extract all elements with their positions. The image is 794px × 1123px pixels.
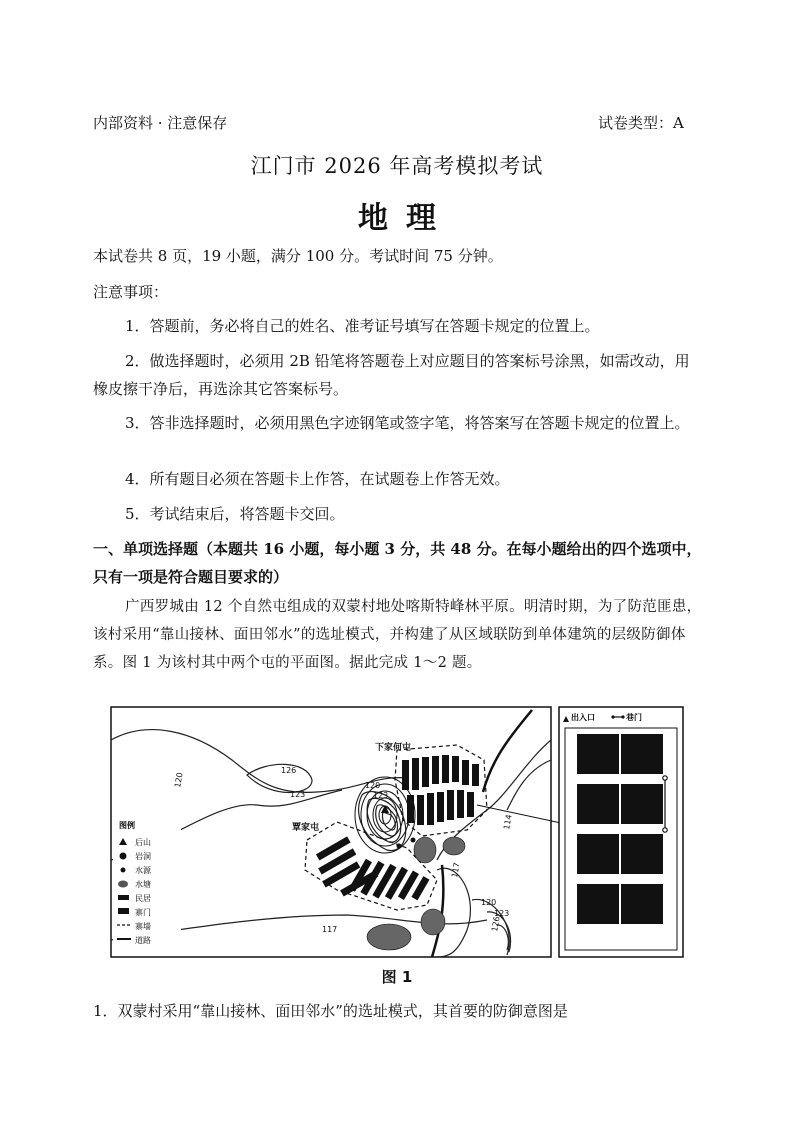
note-item: 2．做选择题时，必须用 2B 铅笔将答题卷上对应题目的答案标号涂黑，如需改动，用橡皮擦干净后，再选涂其它答案标号。 bbox=[93, 352, 690, 398]
legend-label: 寨墙 bbox=[135, 922, 151, 931]
passage-text: 广西罗城由 12 个自然屯组成的双蒙村地处喀斯特峰林平原。明清时期，为了防范匪患，该村采用“靠山接林、面田邻水”的选址模式，并构建了从区域联防到单体建筑的层级防御体系。图 1 为该村其中两个屯的平面图。据此完成 1～2 题。 bbox=[93, 599, 702, 671]
alley-gate-icon bbox=[621, 715, 624, 718]
legend-label: 水塘 bbox=[135, 880, 151, 889]
note-item: 4．所有题目必须在答题卡上作答，在试题卷上作答无效。 bbox=[125, 470, 510, 488]
water-source-legend-icon bbox=[121, 868, 126, 873]
note-item: 5．考试结束后，将答题卡交回。 bbox=[125, 505, 345, 523]
exam-title: 江门市 2026 年高考模拟考试 bbox=[250, 154, 544, 178]
gate-legend-icon bbox=[118, 908, 129, 914]
intro-text: 本试卷共 8 页，19 小题，满分 100 分。考试时间 75 分钟。 bbox=[93, 247, 503, 265]
contour-label: 120 bbox=[481, 898, 497, 907]
inset-alley-label: 巷门 bbox=[626, 713, 642, 722]
legend-label: 道路 bbox=[135, 936, 151, 945]
village-b-label: 覃家屯 bbox=[292, 823, 320, 833]
subject-title: 地理 bbox=[358, 201, 454, 236]
village-plan-map bbox=[107, 700, 687, 962]
house-legend-icon bbox=[118, 895, 129, 900]
legend-title: 图例 bbox=[119, 821, 135, 830]
pond-legend-icon bbox=[118, 881, 128, 888]
cave-legend-icon bbox=[120, 853, 127, 860]
question-1: 1．双蒙村采用“靠山接林、面田邻水”的选址模式，其首要的防御意图是 bbox=[93, 1002, 568, 1020]
notes-heading: 注意事项： bbox=[93, 283, 169, 301]
contour-label: 126 bbox=[281, 766, 297, 775]
contour-label: 120 bbox=[173, 771, 185, 789]
contour-label: 117 bbox=[450, 861, 462, 879]
note-item: 3．答非选择题时，必须用黑色字迹钢笔或签字笔，将答案写在答题卡规定的位置上。 bbox=[125, 414, 690, 432]
inset-entrance-label: 出入口 bbox=[571, 713, 595, 722]
map-legend bbox=[113, 818, 181, 956]
contour-label: 117 bbox=[322, 925, 338, 934]
contour-label: 126 bbox=[490, 915, 502, 933]
contour-label: 123 bbox=[290, 790, 306, 799]
legend-label: 后山 bbox=[135, 838, 151, 847]
legend-label: 岩洞 bbox=[135, 852, 151, 861]
inset-detail bbox=[559, 707, 683, 957]
legend-label: 民居 bbox=[135, 894, 151, 903]
section-heading: 一、单项选择题（本题共 16 小题，每小题 3 分，共 48 分。在每小题给出的四个选项中，只有一项是符合题目要求的） bbox=[93, 540, 702, 586]
legend-label: 寨门 bbox=[135, 908, 151, 917]
contour-label: 114 bbox=[502, 813, 514, 831]
figure-caption: 图 1 bbox=[381, 968, 413, 986]
paper-type: 试卷类型：A bbox=[598, 114, 684, 132]
contour-label: 123 bbox=[373, 791, 389, 800]
contour-label: 120 bbox=[365, 781, 381, 790]
legend-label: 水源 bbox=[135, 866, 151, 875]
village-a-label: 下家何屯 bbox=[375, 743, 412, 753]
note-item: 1．答题前，务必将自己的姓名、准考证号填写在答题卡规定的位置上。 bbox=[125, 317, 600, 335]
contour-label: 123 bbox=[494, 909, 510, 918]
header-left-text: 内部资料 · 注意保存 bbox=[93, 114, 228, 132]
